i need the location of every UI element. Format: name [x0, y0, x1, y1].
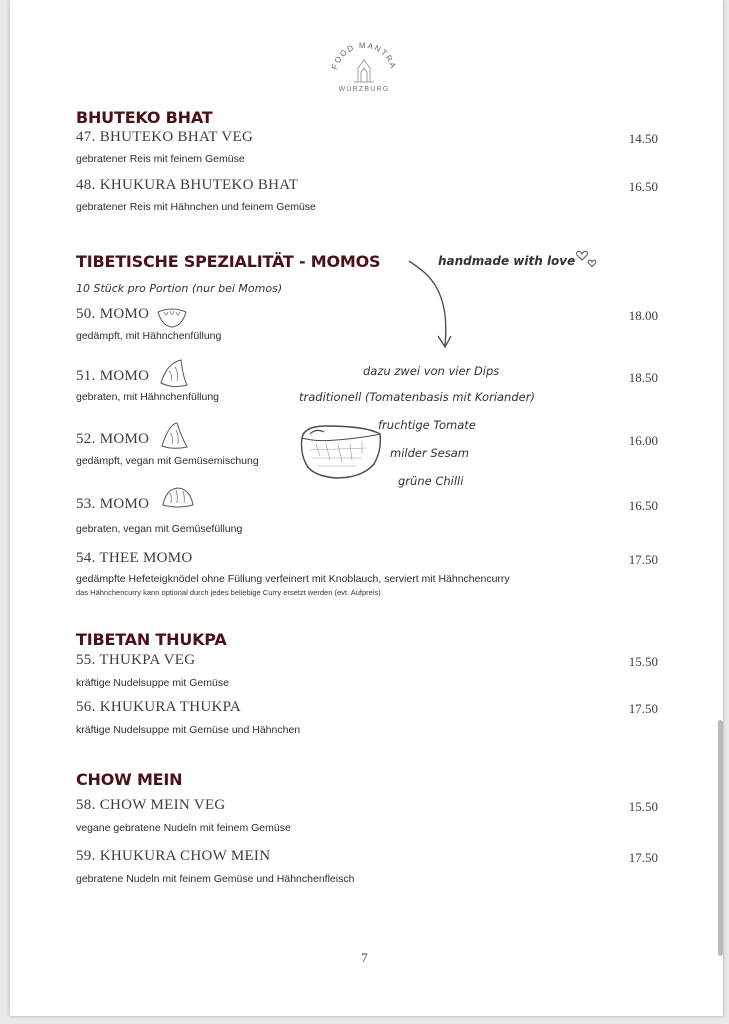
- momo-icon: [157, 357, 191, 391]
- menu-item-name: 55. THUKPA VEG: [76, 652, 196, 668]
- logo-city: WÜRZBURG: [338, 86, 390, 93]
- menu-item-name: 59. KHUKURA CHOW MEIN: [76, 848, 271, 864]
- menu-item-description: gebratene Nudeln mit feinem Gemüse und Hähnchenfleisch: [76, 873, 355, 885]
- dip-option: fruchtige Tomate: [378, 418, 476, 432]
- menu-item-description: gebraten, vegan mit Gemüsefüllung: [76, 523, 243, 535]
- menu-item-description: gedämpft, mit Hähnchenfüllung: [76, 330, 222, 342]
- dip-option: traditionell (Tomatenbasis mit Koriander): [299, 390, 535, 404]
- dip-option: milder Sesam: [390, 446, 469, 460]
- momo-icon: [160, 485, 196, 511]
- menu-item-price: 15.50: [628, 654, 658, 669]
- dip-bowl-icon: [296, 420, 386, 482]
- menu-item-description: kräftige Nudelsuppe mit Gemüse und Hähnchen: [76, 724, 301, 736]
- menu-item-note: das Hähnchencurry kann optional durch jedes beliebige Curry ersetzt werden (evt. Aufpreis): [76, 588, 381, 597]
- menu-item-description: gebratener Reis mit feinem Gemüse: [76, 153, 245, 165]
- menu-item-price: 17.50: [628, 552, 658, 567]
- section-title-chow-mein: CHOW MEIN: [76, 770, 183, 789]
- menu-item-price: 16.00: [628, 433, 658, 448]
- arrow-icon: [405, 255, 465, 355]
- section-title-bhuteko-bhat: BHUTEKO BHAT: [76, 108, 213, 127]
- menu-item-description: gebraten, mit Hähnchenfüllung: [76, 391, 220, 403]
- menu-item-name: 58. CHOW MEIN VEG: [76, 797, 226, 813]
- menu-item-price: 18.50: [628, 370, 658, 385]
- menu-item-price: 18.00: [628, 308, 658, 323]
- dip-option: grüne Chilli: [398, 474, 464, 488]
- menu-item-name: 48. KHUKURA BHUTEKO BHAT: [76, 177, 299, 193]
- menu-item-name: 53. MOMO: [76, 496, 150, 512]
- scrollbar[interactable]: [718, 720, 723, 956]
- menu-item-price: 17.50: [628, 701, 658, 716]
- portion-note: 10 Stück pro Portion (nur bei Momos): [76, 282, 283, 295]
- menu-item-name: 51. MOMO: [76, 368, 150, 384]
- menu-item-description: gedämpfte Hefeteigknödel ohne Füllung verfeinert mit Knoblauch, serviert mit Hähnchencurry: [76, 573, 510, 585]
- menu-item-description: kräftige Nudelsuppe mit Gemüse: [76, 677, 229, 689]
- food-mantra-logo: [322, 30, 406, 100]
- menu-item-description: gebratener Reis mit Hähnchen und feinem Gemüse: [76, 201, 316, 213]
- momo-icon: [157, 420, 191, 452]
- menu-item-price: 17.50: [628, 850, 658, 865]
- section-title-momos: TIBETISCHE SPEZIALITÄT - MOMOS: [76, 252, 381, 271]
- menu-item-description: vegane gebratene Nudeln mit feinem Gemüse: [76, 822, 291, 834]
- menu-item-price: 14.50: [628, 131, 658, 146]
- hearts-icon: [574, 244, 600, 272]
- svg-text:FOOD MANTRA: [330, 41, 398, 71]
- menu-item-name: 52. MOMO: [76, 431, 150, 447]
- page-number: 7: [361, 950, 368, 965]
- menu-item-price: 16.50: [628, 179, 658, 194]
- menu-item-name: 50. MOMO: [76, 306, 150, 322]
- momo-icon: [155, 304, 189, 330]
- menu-item-price: 15.50: [628, 799, 658, 814]
- menu-item-name: 54. THEE MOMO: [76, 550, 193, 566]
- menu-item-name: 56. KHUKURA THUKPA: [76, 699, 242, 715]
- menu-item-description: gedämpft, vegan mit Gemüsemischung: [76, 455, 259, 467]
- menu-item-name: 47. BHUTEKO BHAT VEG: [76, 129, 254, 145]
- food-mantra-logo-icon: [322, 30, 406, 88]
- menu-item-price: 16.50: [628, 498, 658, 513]
- handmade-note: handmade with love: [438, 254, 576, 268]
- dips-intro: dazu zwei von vier Dips: [363, 364, 500, 378]
- section-title-thukpa: TIBETAN THUKPA: [76, 630, 227, 649]
- logo-name: FOOD MANTRA: [329, 40, 399, 71]
